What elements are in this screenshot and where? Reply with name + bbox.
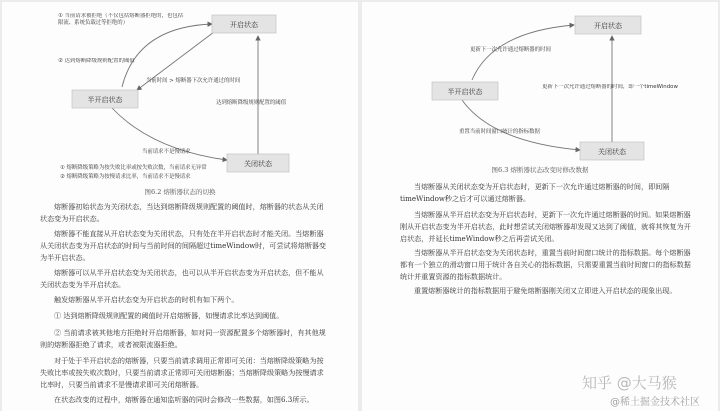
paragraph: 熔断器不能直接从开启状态变为关闭状态，只有处在半开启状态时才能关闭。当熔断器从关闭状态变为开启状态的时间与当前时间的间隔超过timeWindow时，可尝试将熔断器变为半开启状态。 xyxy=(40,229,327,262)
paragraph: 当熔断器从半开启状态变为开启状态时，更新下一次允许通过熔断器的时间。如果熔断器刚从开启状态变为半开启状态，此时想尝试关闭熔断器却发现又达到了阈值，就将其恢复为开启状态，并延长timeWindow秒之后再尝试关闭。 xyxy=(400,210,691,243)
figure-6-2-caption: 图6.2 熔断器状态的切换 xyxy=(144,188,216,196)
paragraph: 当熔断器从半开启状态变为关闭状态时，重置当前时间窗口统计的指标数据。每个熔断器都有一个独立的滑动窗口用于统计各自关心的指标数据，只需要重置当前时间窗口的指标数据统计并重置资源的指标数据统计。 xyxy=(400,248,691,281)
watermark-zhihu: 知乎 @大马猴 xyxy=(582,374,677,392)
label-closed-to-open: 更新下一次允许通过熔断器的时间，即一个timeWindow xyxy=(542,84,678,90)
figure-6-3-caption: 图6.3 熔断器状态改变时修改数据 xyxy=(491,166,589,174)
paragraph: 熔断器可以从半开启状态变为关闭状态，也可以从半开启状态变为开启状态，但不能从关闭状态变为半开启状态。 xyxy=(40,268,324,289)
note-rejected: ① 当前请求被拒绝（不仅包括熔断器拒绝的，也包括限流、系统负载过等拒绝的） xyxy=(58,13,184,26)
left-page xyxy=(2,2,358,411)
label-half-to-closed: 重置当前时间窗口统计的指标数据 xyxy=(459,129,540,135)
paragraph: 熔断器初始状态为关闭状态，当达到熔断降级规则配置的阈值时，熔断器的状态从关闭状态变为开启状态。 xyxy=(40,202,324,223)
label-half-to-open: 更新下一次允许通过熔断器的时间 xyxy=(470,47,551,53)
state-half-open-label: 半开启状态 xyxy=(447,88,483,96)
arrow-half-to-closed xyxy=(462,100,580,150)
paragraph: 当熔断器从关闭状态变为开启状态时，更新下一次允许通过熔断器的时间，即间隔timeWindow秒之后才可以通过熔断器。 xyxy=(400,182,670,203)
label-half-to-closed: 当前请求不是慢请求 xyxy=(142,149,191,155)
note-threshold: ② 达到熔断降级规则配置的阈值 xyxy=(58,58,135,64)
bottom-note-failure: ① 熔断降级策略为按失败比率或按失败次数，当前请求无异常 xyxy=(60,165,207,171)
paragraph: 对于处于半开启状态的熔断器，只要当前请求调用正常即可关闭：当熔断降级策略为按失败比率或按失败次数时，只要当前请求正常即可关闭熔断器；当熔断降级策略为按慢请求比率时，只要当前请求不是慢请求即可关闭熔断器。 xyxy=(40,356,324,389)
state-data-change-diagram xyxy=(362,2,718,172)
paragraph: 在状态改变的过程中，熔断器在通知监听器的同时会修改一些数据，如图6.3所示。 xyxy=(54,395,314,404)
label-open-to-half: 当前时间 > 熔断器下次允许通过的时间 xyxy=(146,78,241,84)
state-half-open-label: 半开启状态 xyxy=(87,96,123,104)
paragraph: ② 当前请求被其他地方拒绝时开启熔断器，如对同一资源配置多个熔断器时，有其他规则的熔断器拒绝了请求，或者被限流器拒绝。 xyxy=(40,328,326,349)
state-closed-label: 关闭状态 xyxy=(598,148,626,156)
state-switch-diagram xyxy=(2,2,358,202)
paragraph: 重置熔断器统计的指标数据用于避免熔断器刚关闭又立即进入开启状态的现象出现。 xyxy=(414,286,677,295)
state-open-label: 开启状态 xyxy=(594,22,622,30)
state-closed-label: 关闭状态 xyxy=(244,160,272,168)
paragraph: ① 达到熔断降级规则配置的阈值时开启熔断器，如慢请求比率达到阈值。 xyxy=(54,311,284,320)
state-open-label: 开启状态 xyxy=(230,21,258,29)
watermark-juejin: @稀土掘金技术社区 xyxy=(610,397,700,408)
label-closed-to-open: 达到熔断降级规则配置的阈值 xyxy=(216,100,287,106)
right-page xyxy=(362,2,718,411)
paragraph: 触发熔断器从半开启状态变为开启状态的时机有如下两个。 xyxy=(54,295,239,304)
bottom-note-slow: ② 熔断降级策略为按慢请求比率，当前请求不是慢请求 xyxy=(60,174,191,180)
